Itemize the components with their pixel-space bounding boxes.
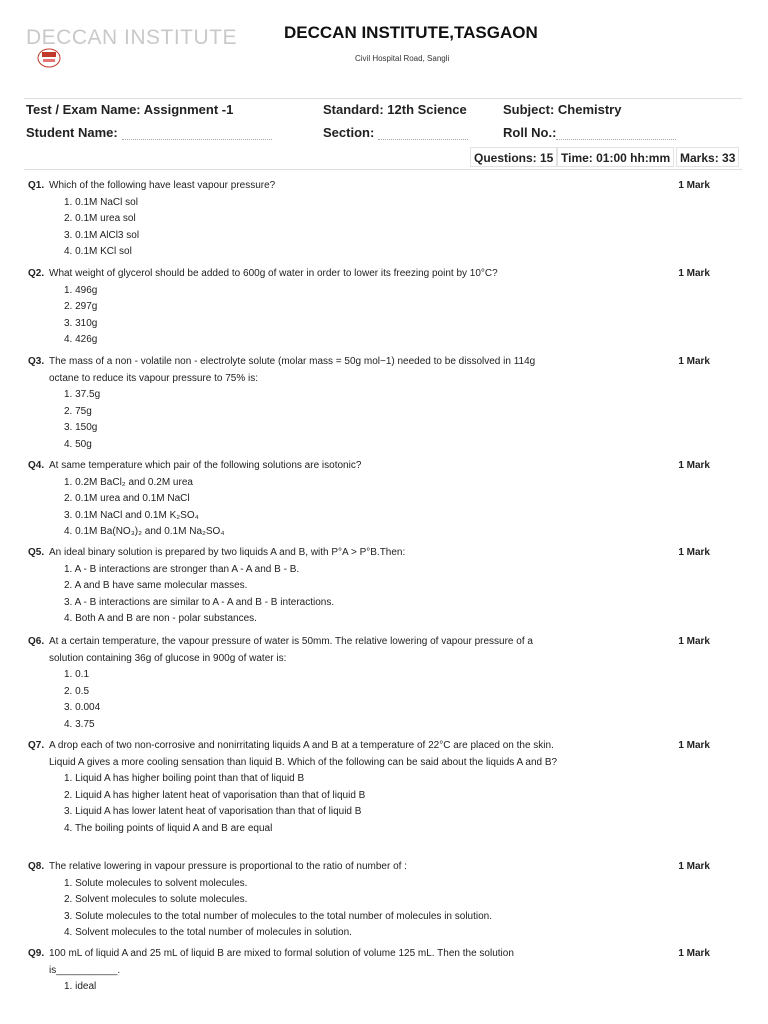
question-block <box>28 178 740 261</box>
option-item: 1. Liquid A has higher boiling point than that of liquid B <box>64 773 305 784</box>
option-item: 4. The boiling points of liquid A and B are equal <box>64 822 273 834</box>
school-address: Civil Hospital Road, Sangli <box>355 54 450 63</box>
question-mark: 1 Mark <box>678 740 710 751</box>
question-text: The relative lowering in vapour pressure is proportional to the ratio of number of : <box>49 861 407 872</box>
question-text: What weight of glycerol should be added to 600g of water in order to lower its freezing point by 10°C? <box>49 268 498 279</box>
option-item: 3. 0.004 <box>64 702 101 713</box>
option-item: 4. 0.1M KCl sol <box>64 246 132 257</box>
question-mark: 1 Mark <box>678 356 710 367</box>
question-block <box>28 354 740 453</box>
section-field[interactable] <box>378 138 468 140</box>
option-item: 3. Liquid A has lower latent heat of vaporisation than that of liquid B <box>64 806 362 817</box>
option-item: 4. 3.75 <box>64 718 95 730</box>
question-block <box>28 458 740 541</box>
question-text: At same temperature which pair of the following solutions are isotonic? <box>49 460 362 471</box>
roll-no-field[interactable] <box>556 138 676 140</box>
option-item: 4. Both A and B are non - polar substances. <box>64 613 257 624</box>
student-name-label: Student Name: <box>26 125 118 140</box>
question-text: At a certain temperature, the vapour pressure of water is 50mm. The relative lowering of vapour pressure of a solution containing 36g of glucose in 900g of water is: <box>49 636 533 664</box>
section-label: Section: <box>323 125 375 140</box>
option-item: 3. 0.1M NaCl and 0.1M K₂SO₄ <box>64 509 199 521</box>
option-item: 1. 496g <box>64 284 98 296</box>
question-block <box>28 859 740 942</box>
option-item: 1. 0.1 <box>64 669 90 680</box>
question-text: A drop each of two non-corrosive and nonirritating liquids A and B at a temperature of 22°C are placed on the skin. Liquid A gives a more cooling sensation than liquid B. Which of the following can be said about the liquids A and B? <box>49 740 558 768</box>
option-item: 1. 0.2M BaCl₂ and 0.2M urea <box>64 476 193 488</box>
watermark-text: DECCAN INSTITUTE <box>26 26 238 49</box>
option-item: 1. A - B interactions are stronger than A - A and B - B. <box>64 563 300 575</box>
school-logo-icon <box>37 48 61 68</box>
roll-no-label: Roll No.: <box>503 125 557 140</box>
option-item: 2. Liquid A has higher latent heat of vaporisation than that of liquid B <box>64 789 366 801</box>
option-item: 2. Solvent molecules to solute molecules. <box>64 894 248 905</box>
option-item: 1. Solute molecules to solvent molecules. <box>64 877 248 889</box>
question-number: Q9. <box>28 948 45 959</box>
question-number: Q3. <box>28 356 45 367</box>
question-number: Q4. <box>28 460 45 471</box>
student-name-field[interactable] <box>122 138 272 140</box>
total-marks: Marks: 33 <box>676 147 739 167</box>
question-block <box>28 946 740 996</box>
option-item: 4. 0.1M Ba(NO₃)₂ and 0.1M Na₂SO₄ <box>64 526 225 537</box>
option-item: 4. 426g <box>64 334 98 345</box>
option-item: 3. 0.1M AlCl3 sol <box>64 229 140 241</box>
question-text: 100 mL of liquid A and 25 mL of liquid B are mixed to formal solution of volume 125 mL. Then the solution is___________. <box>49 948 514 976</box>
option-item: 3. 150g <box>64 422 98 433</box>
question-block <box>28 545 740 628</box>
question-mark: 1 Mark <box>678 861 710 872</box>
option-item: 2. 0.5 <box>64 685 90 697</box>
question-block <box>28 266 740 349</box>
question-text: The mass of a non - volatile non - electrolyte solute (molar mass = 50g mol−1) needed to be dissolved in 114g octane to reduce its vapour pressure to 75% is: <box>49 356 536 384</box>
option-item: 1. 37.5g <box>64 389 101 400</box>
question-number: Q7. <box>28 740 45 751</box>
option-item: 2. 297g <box>64 301 98 312</box>
question-mark: 1 Mark <box>678 547 710 558</box>
question-text: An ideal binary solution is prepared by two liquids A and B, with P°A > P°B.Then: <box>49 547 406 558</box>
option-item: 3. A - B interactions are similar to A - A and B - B interactions. <box>64 596 335 608</box>
option-item: 2. 75g <box>64 405 92 417</box>
option-item: 3. 310g <box>64 317 98 329</box>
question-number: Q2. <box>28 268 45 279</box>
option-item: 1. 0.1M NaCl sol <box>64 196 138 208</box>
questions-count: Questions: 15 <box>470 147 557 167</box>
question-block <box>28 738 740 837</box>
question-mark: 1 Mark <box>678 636 710 647</box>
question-mark: 1 Mark <box>678 948 710 959</box>
standard: Standard: 12th Science <box>323 102 467 117</box>
question-number: Q8. <box>28 861 45 872</box>
subject: Subject: Chemistry <box>503 102 622 117</box>
option-item: 1. ideal <box>64 981 97 992</box>
question-number: Q6. <box>28 636 45 647</box>
test-name: Test / Exam Name: Assignment -1 <box>26 102 234 117</box>
header-divider <box>24 98 742 99</box>
option-item: 4. 50g <box>64 438 92 450</box>
question-number: Q5. <box>28 547 45 558</box>
time-limit: Time: 01:00 hh:mm <box>557 147 674 167</box>
option-item: 2. 0.1M urea sol <box>64 213 136 224</box>
question-mark: 1 Mark <box>678 460 710 471</box>
info-divider <box>24 169 742 170</box>
school-name: DECCAN INSTITUTE,TASGAON <box>284 23 538 42</box>
option-item: 2. A and B have same molecular masses. <box>64 580 248 591</box>
question-block <box>28 634 740 733</box>
question-mark: 1 Mark <box>678 268 710 279</box>
option-item: 4. Solvent molecules to the total number of molecules in solution. <box>64 927 352 938</box>
question-mark: 1 Mark <box>678 180 710 191</box>
question-number: Q1. <box>28 180 45 191</box>
option-item: 2. 0.1M urea and 0.1M NaCl <box>64 493 190 504</box>
option-item: 3. Solute molecules to the total number of molecules to the total number of molecules in solution. <box>64 910 493 922</box>
question-text: Which of the following have least vapour pressure? <box>49 180 276 191</box>
